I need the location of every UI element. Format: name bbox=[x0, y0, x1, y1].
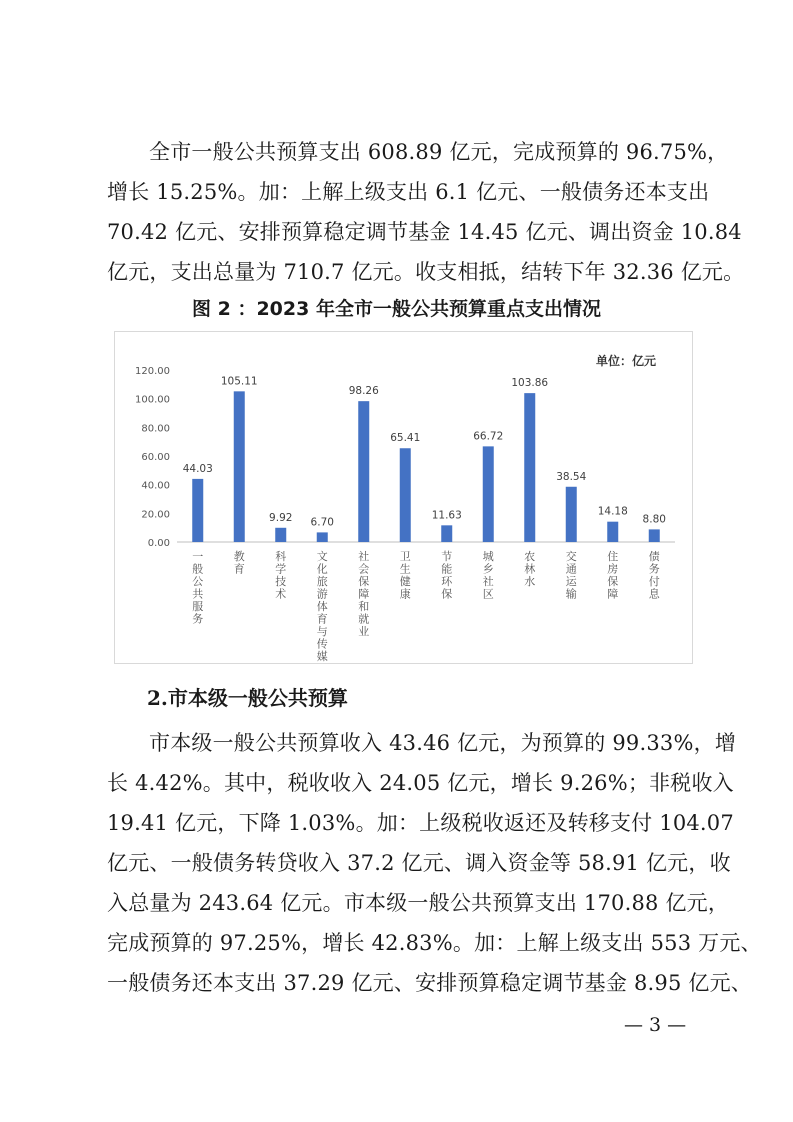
bar bbox=[649, 529, 660, 542]
paragraph-line: 一般债务还本支出 37.29 亿元、安排预算稳定调节基金 8.95 亿元、 bbox=[107, 971, 752, 995]
paragraph-line: 市本级一般公共预算收入 43.46 亿元，为预算的 99.33%，增 bbox=[149, 731, 737, 755]
category-label: 一般公共服务 bbox=[192, 550, 204, 626]
data-label: 98.26 bbox=[348, 385, 379, 398]
category-label: 节能环保 bbox=[441, 550, 453, 601]
y-tick-label: 80.00 bbox=[141, 423, 170, 435]
paragraph-line: 入总量为 243.64 亿元。市本级一般公共预算支出 170.88 亿元， bbox=[107, 891, 730, 915]
y-tick-label: 120.00 bbox=[135, 366, 170, 377]
category-label: 城乡社区 bbox=[482, 550, 494, 601]
data-label: 9.92 bbox=[269, 511, 293, 524]
bar bbox=[483, 446, 494, 542]
category-label: 科学技术 bbox=[275, 550, 287, 601]
bar bbox=[607, 522, 618, 542]
paragraph-line: 全市一般公共预算支出 608.89 亿元，完成预算的 96.75%， bbox=[149, 140, 729, 164]
data-label: 11.63 bbox=[431, 509, 462, 522]
bar bbox=[566, 487, 577, 542]
bar bbox=[275, 528, 286, 542]
figure-caption: 图 2 ：2023 年全市一般公共预算重点支出情况 bbox=[192, 298, 601, 320]
category-label: 社会保障和就业 bbox=[358, 550, 370, 638]
category-label: 交通运输 bbox=[565, 550, 577, 601]
paragraph-line: 19.41 亿元，下降 1.03%。加：上级税收返还及转移支付 104.07 bbox=[107, 811, 734, 835]
paragraph-line: 70.42 亿元、安排预算稳定调节基金 14.45 亿元、调出资金 10.84 bbox=[107, 220, 742, 244]
data-label: 105.11 bbox=[220, 375, 258, 388]
y-tick-label: 40.00 bbox=[141, 480, 170, 492]
data-label: 103.86 bbox=[511, 377, 549, 390]
data-label: 65.41 bbox=[390, 432, 421, 445]
category-label: 卫生健康 bbox=[399, 550, 411, 601]
bar-chart bbox=[114, 331, 693, 664]
bar bbox=[400, 448, 411, 542]
data-label: 6.70 bbox=[310, 516, 334, 529]
bar bbox=[192, 479, 203, 542]
data-label: 66.72 bbox=[473, 430, 504, 443]
paragraph-line: 完成预算的 97.25%，增长 42.83%。加：上解上级支出 553 万元、 bbox=[107, 931, 762, 955]
category-label: 农林水 bbox=[524, 550, 536, 588]
chart-svg bbox=[115, 332, 692, 663]
section-heading: 2.市本级一般公共预算 bbox=[147, 686, 348, 710]
bar bbox=[234, 391, 245, 542]
data-label: 38.54 bbox=[556, 470, 587, 483]
paragraph-line: 长 4.42%。其中，税收收入 24.05 亿元，增长 9.26%；非税收入 bbox=[107, 771, 734, 795]
category-label: 债务付息 bbox=[648, 550, 660, 601]
y-tick-label: 60.00 bbox=[141, 452, 170, 463]
data-label: 14.18 bbox=[597, 505, 628, 518]
y-tick-label: 0.00 bbox=[147, 538, 170, 549]
paragraph-line: 亿元，支出总量为 710.7 亿元。收支相抵，结转下年 32.36 亿元。 bbox=[107, 260, 745, 284]
data-label: 8.80 bbox=[642, 513, 666, 526]
bar bbox=[441, 525, 452, 542]
paragraph-line: 亿元、一般债务转贷收入 37.2 亿元、调入资金等 58.91 亿元，收 bbox=[107, 851, 731, 875]
unit-label: 单位：亿元 bbox=[595, 354, 656, 368]
paragraph-city-level-budget bbox=[107, 723, 762, 1003]
data-label: 44.03 bbox=[182, 462, 213, 475]
y-tick-label: 20.00 bbox=[141, 509, 170, 521]
category-label: 文化旅游体育与传媒 bbox=[316, 550, 328, 663]
paragraph-line: 增长 15.25%。加：上解上级支出 6.1 亿元、一般债务还本支出 bbox=[107, 180, 710, 204]
category-label: 教育 bbox=[233, 550, 245, 576]
bar bbox=[524, 393, 535, 542]
y-tick-label: 100.00 bbox=[135, 394, 170, 406]
bar bbox=[358, 401, 369, 542]
paragraph-expenditure-summary bbox=[107, 132, 745, 292]
category-label: 住房保障 bbox=[607, 550, 619, 601]
bar bbox=[317, 532, 328, 542]
page-number: — 3 — bbox=[624, 1014, 687, 1036]
